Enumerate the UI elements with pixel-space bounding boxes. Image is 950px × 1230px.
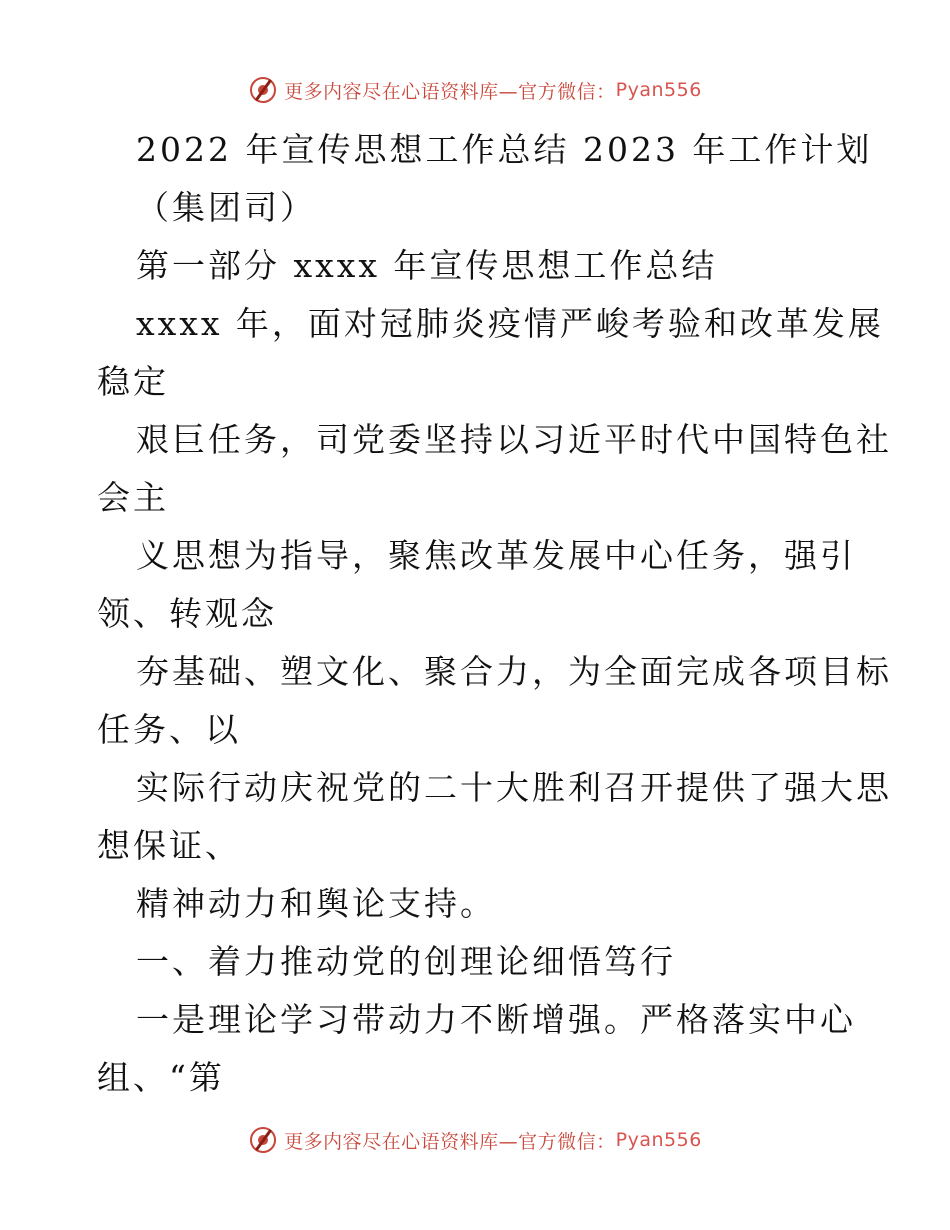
section-heading: 第一部分 xxxx 年宣传思想工作总结 [136, 246, 718, 285]
paragraph-line: 实际行动庆祝党的二十大胜利召开提供了强大思 [136, 768, 892, 807]
paragraph-line: 任务、以 [97, 710, 241, 749]
paragraph-line: 一是理论学习带动力不断增强。严格落实中心 [136, 1000, 856, 1039]
paragraph-line: 稳定 [97, 362, 169, 401]
watermark-footer [0, 1120, 950, 1160]
doc-title: 2022 年宣传思想工作总结 2023 年工作计划 [136, 130, 873, 169]
paragraph-line: xxxx 年，面对冠肺炎疫情严峻考验和改革发展 [136, 304, 884, 343]
pen-logo-icon [248, 1125, 278, 1155]
watermark-header [0, 70, 950, 110]
watermark-text: 更多内容尽在心语资料库—官方微信： [284, 1130, 616, 1153]
subsection-heading: 一、着力推动党的创理论细悟笃行 [136, 942, 676, 981]
paragraph-line: 想保证、 [97, 826, 241, 865]
paragraph-line: 组、“第 [97, 1058, 225, 1097]
watermark-id: Pyan556 [615, 79, 702, 101]
paragraph-line: 精神动力和舆论支持。 [136, 884, 496, 923]
paragraph-line: 夯基础、塑文化、聚合力，为全面完成各项目标 [136, 652, 892, 691]
watermark-id: Pyan556 [615, 1129, 702, 1151]
paragraph-line: 义思想为指导，聚焦改革发展中心任务，强引 [136, 536, 856, 575]
paragraph-line: 领、转观念 [97, 594, 277, 633]
paragraph-line: 艰巨任务，司党委坚持以习近平时代中国特色社 [136, 420, 892, 459]
pen-logo-icon [248, 75, 278, 105]
paragraph-line: 会主 [97, 478, 169, 517]
doc-subtitle: （集团司） [136, 188, 316, 227]
watermark-text: 更多内容尽在心语资料库—官方微信： [284, 80, 616, 103]
